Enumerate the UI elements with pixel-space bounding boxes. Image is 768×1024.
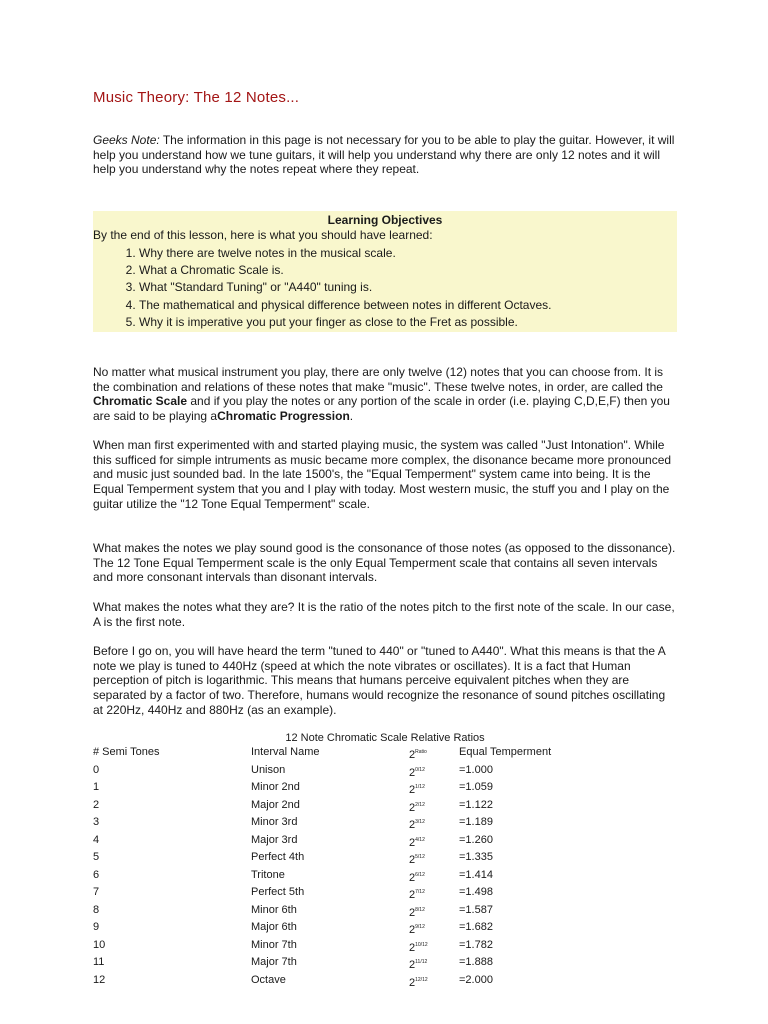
page-title: Music Theory: The 12 Notes...	[93, 89, 300, 106]
table-row: 0 Unison $2^{0/12}$ =1.000	[93, 763, 493, 779]
table-row: 3 Minor 3rd $2^{3/12}$ =1.189	[93, 816, 493, 831]
table-row: 12 Octave $2^{12/12}$ =2.000	[93, 973, 493, 989]
consonance-paragraph: What makes the notes we play sound good is the consonance of those notes (as opposed to the dissonance). The 12 Tone Equal Temperment scale is the only Equal Temperment scale that contains all seven intervals and more consonant intervals than disonant intervals.	[93, 541, 676, 585]
objectives-list	[93, 245, 677, 331]
objective-item: 1. Why there are twelve notes in the musical scale.	[139, 245, 677, 262]
ratio-table	[93, 745, 609, 990]
table-row: 9 Major 6th $2^{9/12}$ =1.682	[93, 921, 493, 936]
table-row: 11 Major 7th $2^{11/12}$ =1.888	[93, 956, 493, 971]
objective-item: 5. Why it is imperative you put your finger as close to the Fret as possible.	[139, 314, 677, 331]
objective-item: 2. What a Chromatic Scale is.	[139, 262, 677, 279]
header-equal-temperment: Equal Temperment	[459, 746, 552, 758]
table-row: 8 Minor 6th $2^{8/12}$ =1.587	[93, 903, 493, 919]
geeks-note-label: Geeks Note:	[93, 133, 160, 147]
table-row: 5 Perfect 4th $2^{5/12}$ =1.335	[93, 851, 493, 866]
header-interval-name: Interval Name	[251, 746, 320, 758]
table-row: 1 Minor 2nd $2^{1/12}$ =1.059	[93, 781, 493, 796]
chromatic-progression-term: Chromatic Progression	[217, 409, 350, 424]
objectives-title: Learning Objectives	[327, 213, 443, 227]
table-row: 6 Tritone $2^{6/12}$ =1.414	[93, 868, 493, 884]
chromatic-scale-paragraph	[93, 365, 677, 424]
table-header-row	[93, 745, 609, 763]
table-row: 4 Major 3rd $2^{4/12}$ =1.260	[93, 833, 493, 849]
table-row: 7 Perfect 5th $2^{7/12}$ =1.498	[93, 886, 493, 901]
ratio-paragraph: What makes the notes what they are? It is the ratio of the notes pitch to the first note of the scale. In our case, A is the first note.	[93, 600, 675, 629]
table-caption: 12 Note Chromatic Scale Relative Ratios	[285, 732, 485, 744]
objective-item: 4. The mathematical and physical difference between notes in different Octaves.	[139, 297, 677, 314]
table-row: 2 Major 2nd $2^{2/12}$ =1.122	[93, 798, 493, 814]
a440-paragraph: Before I go on, you will have heard the term "tuned to 440" or "tuned to A440". What this means is that the A note we play is tuned to 440Hz (speed at which the note vibrates or oscillates). It is a fact that Human perception of pitch is logarithmic. This means that humans perceive equivalent pitches when they are separated by a factor of two. Therefore, humans would recognize the resonance of sound pitches oscillating at 220Hz, 440Hz and 880Hz (as an example).	[93, 644, 666, 717]
header-ratio: $2^{Ratio}$	[409, 749, 427, 761]
objectives-lead: By the end of this lesson, here is what you should have learned:	[93, 228, 433, 242]
para1-text-c: and if you play the notes or any portion of the scale in order (i.e. playing C,D,E,F) then you are said to be playing a	[93, 394, 670, 424]
geeks-note-text: The information in this page is not necessary for you to be able to play the guitar. However, it will help you understand how we tune guitars, it will help you understand why there are only 12 notes and it will help you understand why the notes repeat where they repeat.	[93, 133, 675, 177]
para1-text-d: .	[349, 409, 354, 424]
history-paragraph: When man first experimented with and started playing music, the system was called "Just Intonation". While this sufficed for simple intruments as music became more complex, the disonance became more pronounced and music just sounded bad. In the late 1500's, the "Equal Temperment" system came into being. It is the Equal Temperment system that you and I play with today. Most western music, the stuff you and I play on the guitar utilize the "12 Tone Equal Temperment" scale.	[93, 438, 672, 511]
header-semitones: # Semi Tones	[93, 746, 160, 758]
para1-text-a: No matter what musical instrument you play, there are only twelve (12) notes that you can choose from. It is the combination and relations of these notes that make "music". These twelve notes, in order, are called the	[93, 365, 664, 394]
geeks-note-paragraph	[93, 133, 677, 177]
table-row: 10 Minor 7th $2^{10/12}$ =1.782	[93, 938, 493, 954]
chromatic-scale-term: Chromatic Scale	[93, 394, 188, 409]
learning-objectives-box	[93, 211, 677, 332]
objective-item: 3. What "Standard Tuning" or "A440" tuning is.	[139, 279, 677, 296]
